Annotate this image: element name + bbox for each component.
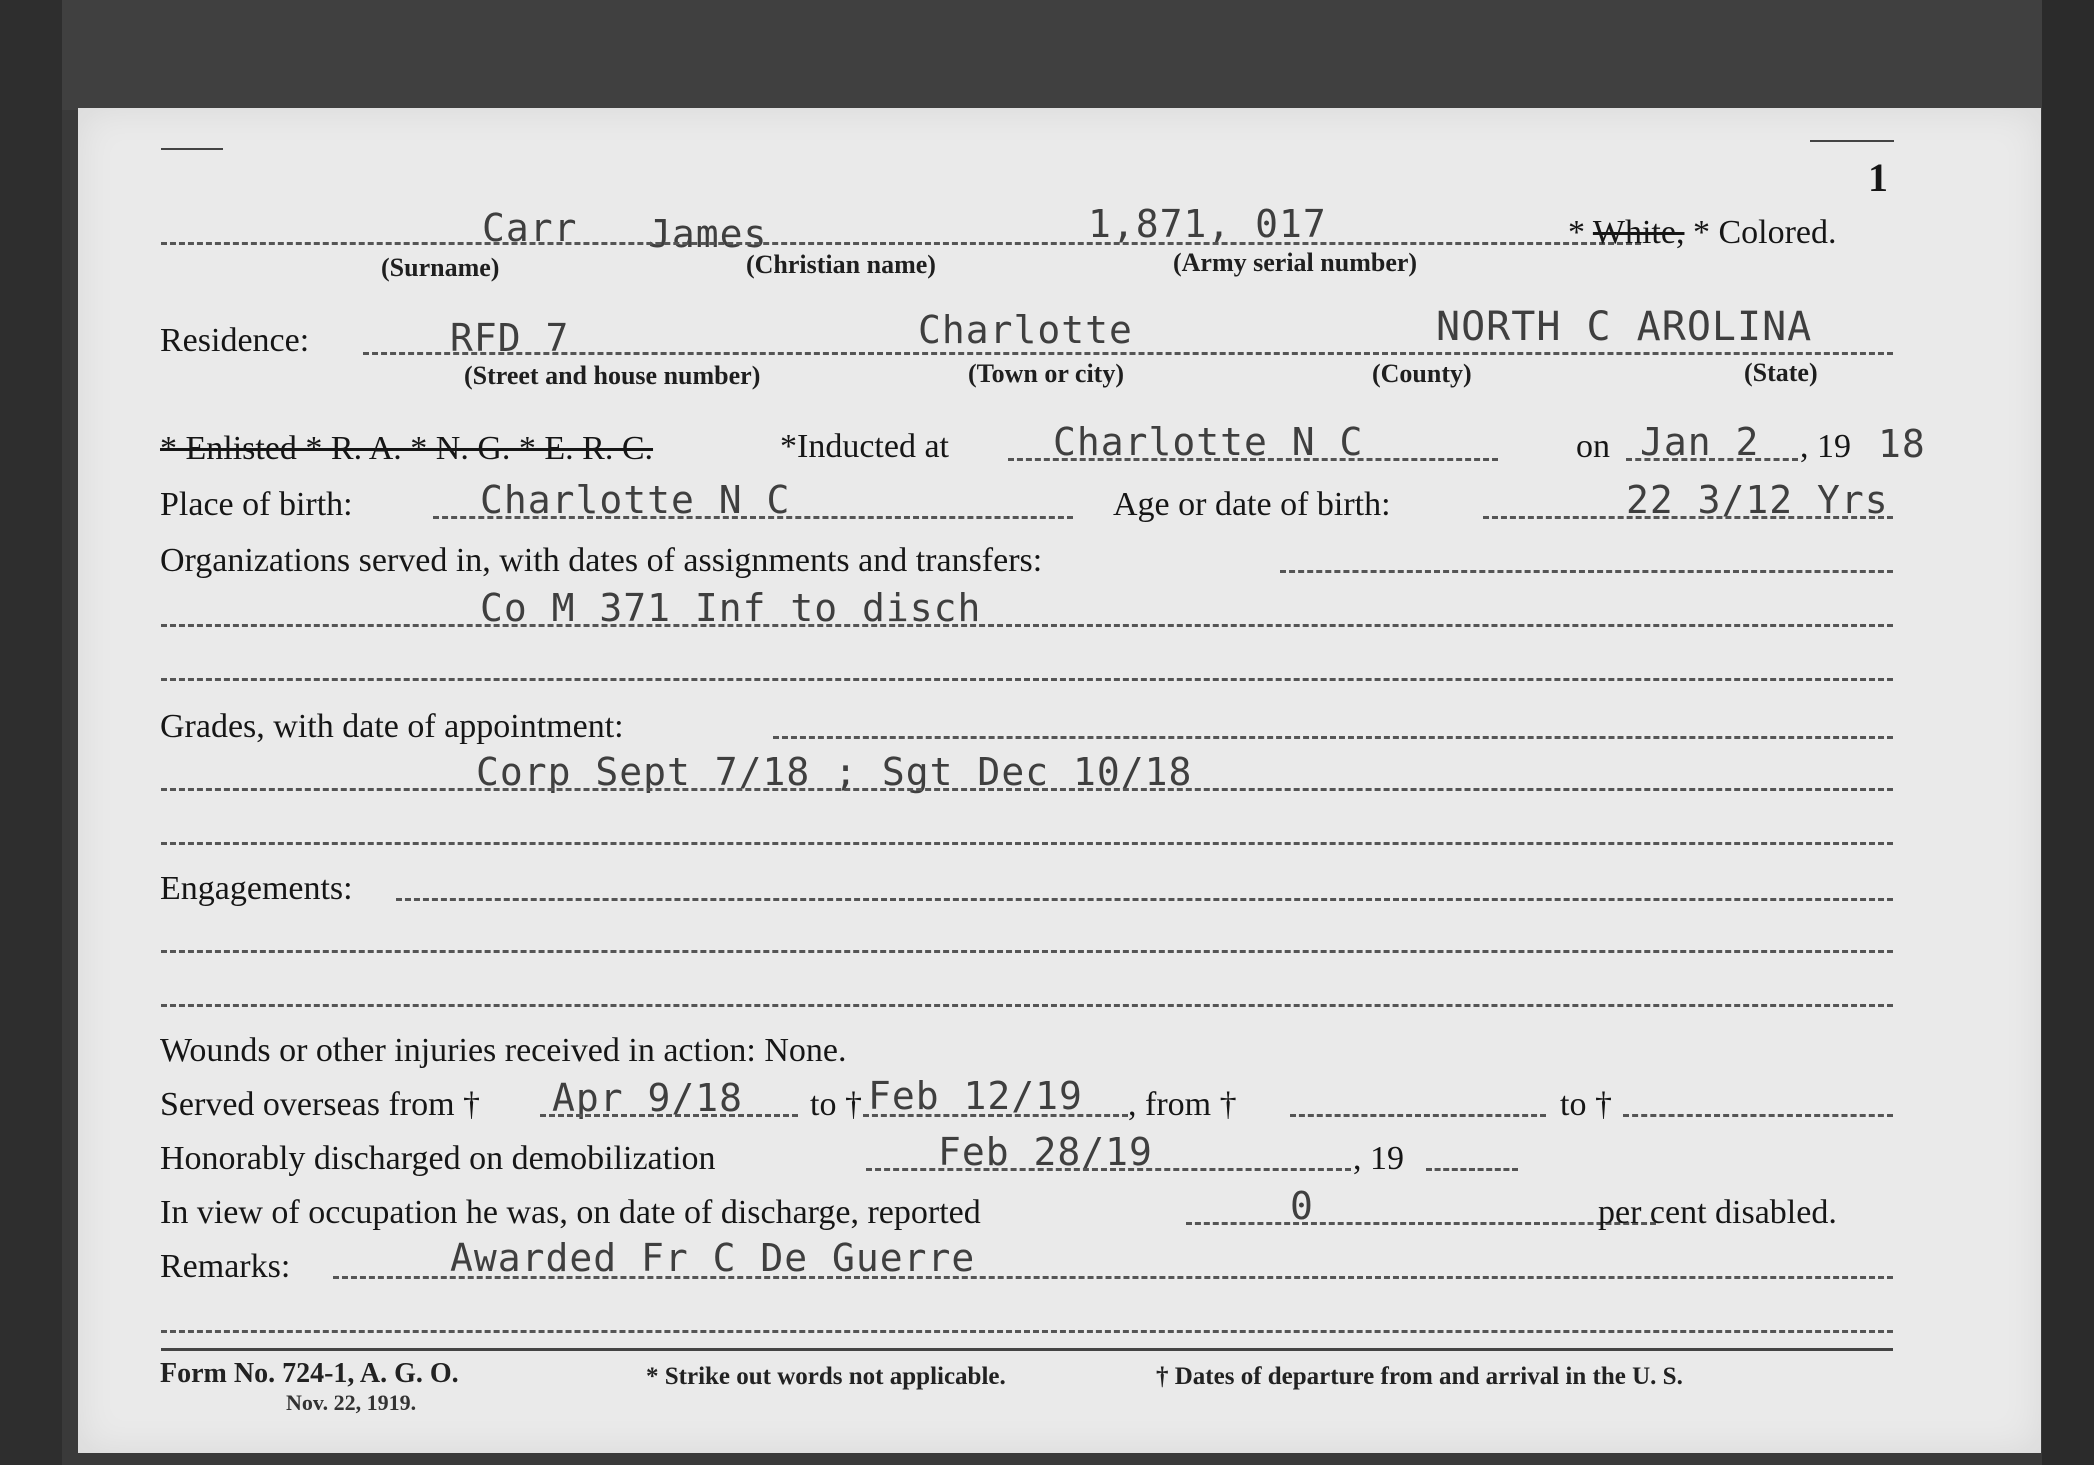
christian-name-caption: (Christian name) bbox=[746, 250, 936, 279]
remarks-line-1 bbox=[333, 1276, 1893, 1279]
footer-rule bbox=[161, 1348, 1893, 1351]
disability-value: 0 bbox=[1290, 1184, 1314, 1228]
grades-label: Grades, with date of appointment: bbox=[160, 708, 624, 745]
top-right-rule bbox=[1810, 140, 1894, 142]
disability-suffix: per cent disabled. bbox=[1598, 1194, 1837, 1231]
county-caption: (County) bbox=[1372, 359, 1472, 388]
discharge-label: Honorably discharged on demobilization bbox=[160, 1140, 716, 1177]
scan-background-top bbox=[0, 0, 2094, 110]
town-value: Charlotte bbox=[918, 308, 1133, 352]
footnote-dates: † Dates of departure from and arrival in the U. S. bbox=[1156, 1363, 1683, 1390]
age-value: 22 3/12 Yrs bbox=[1626, 478, 1889, 522]
induction-year-prefix: , 19 bbox=[1800, 428, 1851, 465]
grades-label-line bbox=[773, 736, 1893, 739]
scan-background-left bbox=[0, 0, 62, 1465]
overseas-to-label: to † bbox=[810, 1086, 862, 1123]
engagements-line-3 bbox=[161, 1004, 1893, 1007]
grades-line-1 bbox=[161, 788, 1893, 791]
top-left-rule bbox=[161, 148, 223, 150]
organizations-line-2 bbox=[161, 678, 1893, 681]
organizations-line-1 bbox=[161, 624, 1893, 627]
footnote-strike: * Strike out words not applicable. bbox=[646, 1363, 1006, 1390]
engagements-line-2 bbox=[161, 950, 1893, 953]
induction-year-value: 18 bbox=[1878, 422, 1926, 466]
organizations-label-line bbox=[1280, 570, 1893, 573]
disability-label: In view of occupation he was, on date of discharge, reported bbox=[160, 1194, 981, 1231]
residence-line bbox=[363, 352, 1893, 355]
christian-name-value: James bbox=[648, 212, 768, 256]
wounds-label: Wounds or other injuries received in action: None. bbox=[160, 1032, 847, 1069]
scan-background-right bbox=[2042, 0, 2094, 1465]
state-caption: (State) bbox=[1744, 358, 1818, 387]
race-white-option: * White, * Colored. bbox=[1568, 214, 1837, 251]
organizations-value: Co M 371 Inf to disch bbox=[480, 586, 982, 630]
overseas-from-label: Served overseas from † bbox=[160, 1086, 481, 1123]
from-second-line bbox=[1290, 1114, 1546, 1117]
inducted-at-value: Charlotte N C bbox=[1053, 420, 1364, 464]
birth-place-label: Place of birth: bbox=[160, 486, 353, 523]
to-second-label: to † bbox=[1560, 1086, 1612, 1123]
induction-date-line bbox=[1626, 458, 1798, 461]
remarks-line-2 bbox=[161, 1330, 1893, 1333]
page-number: 1 bbox=[1868, 155, 1888, 200]
discharge-year-label: , 19 bbox=[1353, 1140, 1404, 1177]
surname-value: Carr bbox=[482, 206, 578, 250]
serial-number-value: 1,871, 017 bbox=[1088, 202, 1327, 246]
service-record-card bbox=[78, 108, 2041, 1453]
from-second-label: , from † bbox=[1128, 1086, 1237, 1123]
street-value: RFD 7 bbox=[450, 316, 570, 360]
residence-label: Residence: bbox=[160, 322, 310, 359]
form-date: Nov. 22, 1919. bbox=[286, 1390, 417, 1415]
age-label: Age or date of birth: bbox=[1113, 486, 1391, 523]
organizations-label: Organizations served in, with dates of assignments and transfers: bbox=[160, 542, 1043, 579]
inducted-line bbox=[1008, 458, 1498, 461]
to-second-line bbox=[1623, 1114, 1893, 1117]
remarks-value: Awarded Fr C De Guerre bbox=[450, 1236, 976, 1280]
birth-place-line bbox=[433, 516, 1073, 519]
town-caption: (Town or city) bbox=[968, 359, 1124, 388]
discharge-year-line bbox=[1426, 1168, 1518, 1171]
discharge-date-value: Feb 28/19 bbox=[938, 1130, 1153, 1174]
on-label: on bbox=[1576, 428, 1610, 465]
enlisted-label: * Enlisted * R. A. * N. G. * E. R. C. bbox=[160, 430, 654, 467]
grades-line-2 bbox=[161, 842, 1893, 845]
birth-place-value: Charlotte N C bbox=[480, 478, 791, 522]
name-line bbox=[161, 242, 1641, 245]
form-number: Form No. 724-1, A. G. O. bbox=[160, 1358, 459, 1389]
state-value: NORTH C AROLINA bbox=[1436, 304, 1813, 350]
serial-number-caption: (Army serial number) bbox=[1173, 248, 1418, 277]
grades-value: Corp Sept 7/18 ; Sgt Dec 10/18 bbox=[476, 750, 1193, 794]
discharge-date-line bbox=[866, 1168, 1351, 1171]
overseas-from-value: Apr 9/18 bbox=[552, 1076, 744, 1120]
engagements-line-1 bbox=[396, 898, 1893, 901]
street-caption: (Street and house number) bbox=[464, 361, 761, 390]
overseas-to-value: Feb 12/19 bbox=[868, 1074, 1083, 1118]
induction-date-value: Jan 2 bbox=[1640, 420, 1760, 464]
engagements-label: Engagements: bbox=[160, 870, 353, 907]
remarks-label: Remarks: bbox=[160, 1248, 291, 1285]
disability-line bbox=[1186, 1222, 1656, 1225]
overseas-from-line bbox=[540, 1114, 798, 1117]
surname-caption: (Surname) bbox=[381, 253, 500, 282]
age-line bbox=[1483, 516, 1893, 519]
overseas-to-line bbox=[863, 1114, 1128, 1117]
inducted-label: *Inducted at bbox=[780, 428, 949, 465]
